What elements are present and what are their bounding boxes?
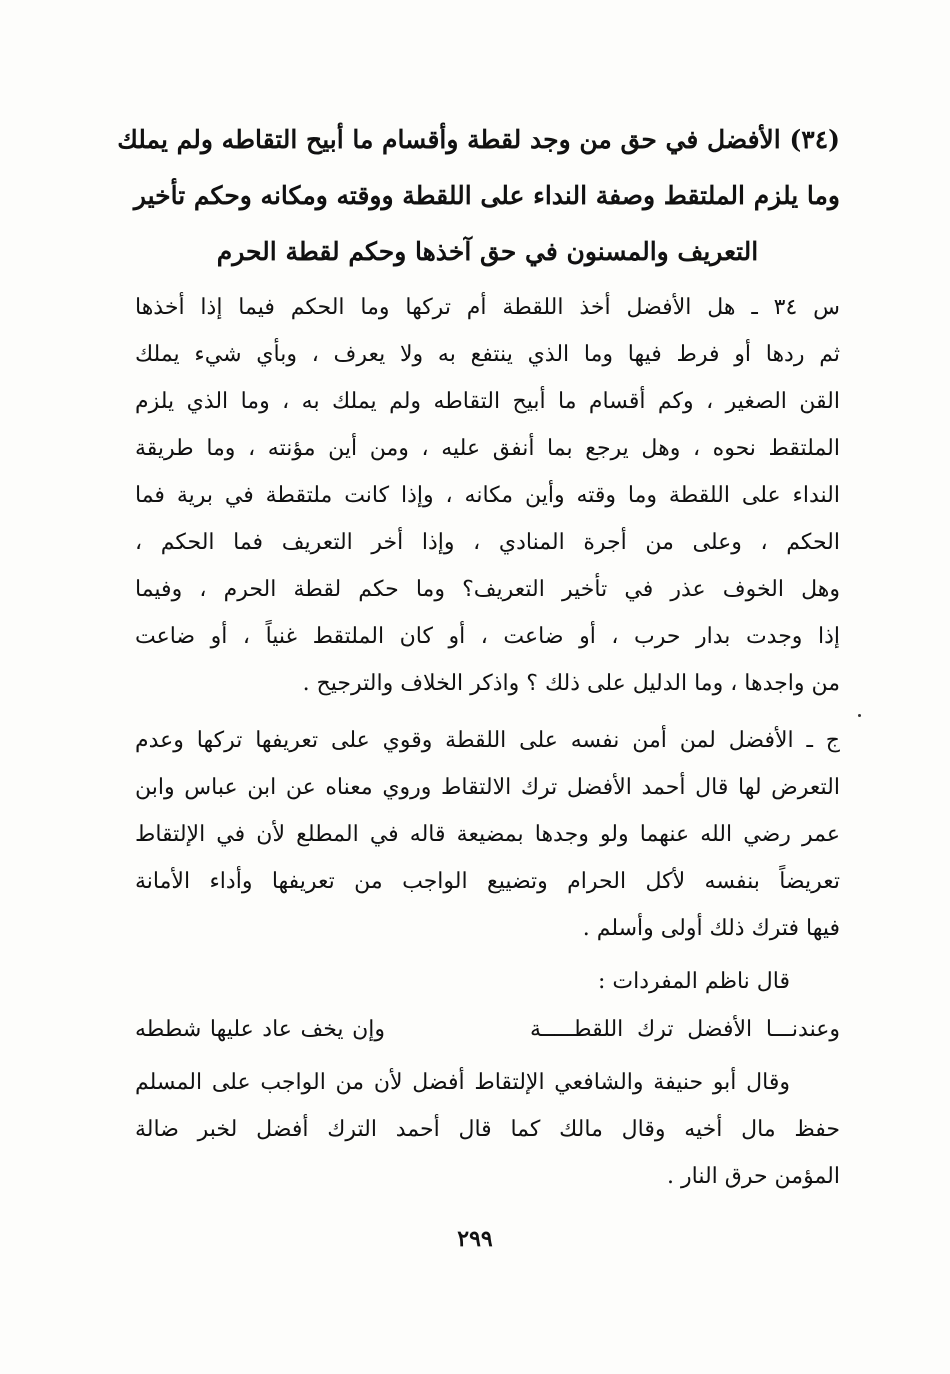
answer-line: التعرض لها قال أحمد الأفضل ترك الالتقاط وروي معناه عن ابن عباس وابن — [135, 775, 840, 800]
answer-line: فيها فترك ذلك أولى وأسلم . — [582, 916, 840, 941]
heading-line-2: وما يلزم الملتقط وصفة النداء على اللقطة ووقته ومكانه وحكم تأخير — [133, 181, 840, 210]
question-line: الحكم ، وعلى من أجرة المنادي ، وإذا أخر التعريف فما الحكم ، — [135, 530, 840, 555]
page-number: ٢٩٩ — [457, 1226, 493, 1252]
question-line: ثم ردها أو فرط فيها وما الذي ينتفع به ولا يعرف ، وبأي شيء يملك — [135, 342, 840, 367]
closing-line: المؤمن حرق النار . — [667, 1164, 840, 1189]
poem-intro: قال ناظم المفردات : — [598, 969, 790, 994]
scan-speck — [858, 714, 861, 717]
question-line: القن الصغير ، وكم أقسام ما أبيح التقاطه ولم يملك به ، وما الذي يلزم — [135, 389, 840, 414]
answer-line: تعريضاً بنفسه لأكل الحرام وتضييع الواجب من تعريفها وأداء الأمانة — [135, 869, 840, 894]
answer-line: ج ـ الأفضل لمن أمن نفسه على اللقطة وقوي على تعريفها تركها وعدم — [135, 728, 840, 753]
section-heading — [117, 112, 840, 280]
closing-line: وقال أبو حنيفة والشافعي الإلتقاط أفضل لأن من الواجب على المسلم — [135, 1070, 790, 1095]
question-paragraph — [135, 284, 840, 707]
closing-paragraph — [135, 1059, 840, 1200]
question-line: وهل الخوف عذر في تأخير التعريف؟ وما حكم لقطة الحرم ، وفيما — [135, 577, 840, 602]
page-content — [117, 112, 840, 1200]
answer-line: عمر رضي الله عنهما ولو وجدها بمضيعة قاله في المطلع لأن في الإلتقاط — [135, 822, 840, 847]
closing-line: حفظ مال أخيه وقال مالك كما قال أحمد الترك أفضل لخبر ضالة — [135, 1117, 840, 1142]
answer-paragraph — [135, 717, 840, 952]
verse-first-hemistich: وعندنـــا الأفضل ترك اللقطـــــة — [530, 1017, 840, 1042]
question-line: الملتقط نحوه ، وهل يرجع بما أنفق عليه ، ومن أين مؤنته ، وما طريقة — [135, 436, 840, 461]
question-line: النداء على اللقطة وما وقته وأين مكانه ، وإذا كانت ملتقطة في برية فما — [135, 483, 840, 508]
poem-verse — [135, 1005, 840, 1055]
question-line: إذا وجدت بدار حرب ، أو ضاعت ، أو كان الملتقط غنياً ، أو ضاعت — [135, 624, 840, 649]
question-line: من واجدها ، وما الدليل على ذلك ؟ واذكر الخلاف والترجيح . — [302, 671, 840, 696]
verse-second-hemistich: وإن يخف عاد عليها شططه — [135, 1017, 385, 1042]
question-line: س ٣٤ ـ هل الأفضل أخذ اللقطة أم تركها وما الحكم فيما إذا أخذها — [135, 295, 840, 320]
heading-line-3: التعريف والمسنون في حق آخذها وحكم لقطة الحرم — [216, 237, 759, 266]
heading-line-1: (٣٤) الأفضل في حق من وجد لقطة وأقسام ما أبيح التقاطه ولم يملك — [117, 125, 840, 154]
